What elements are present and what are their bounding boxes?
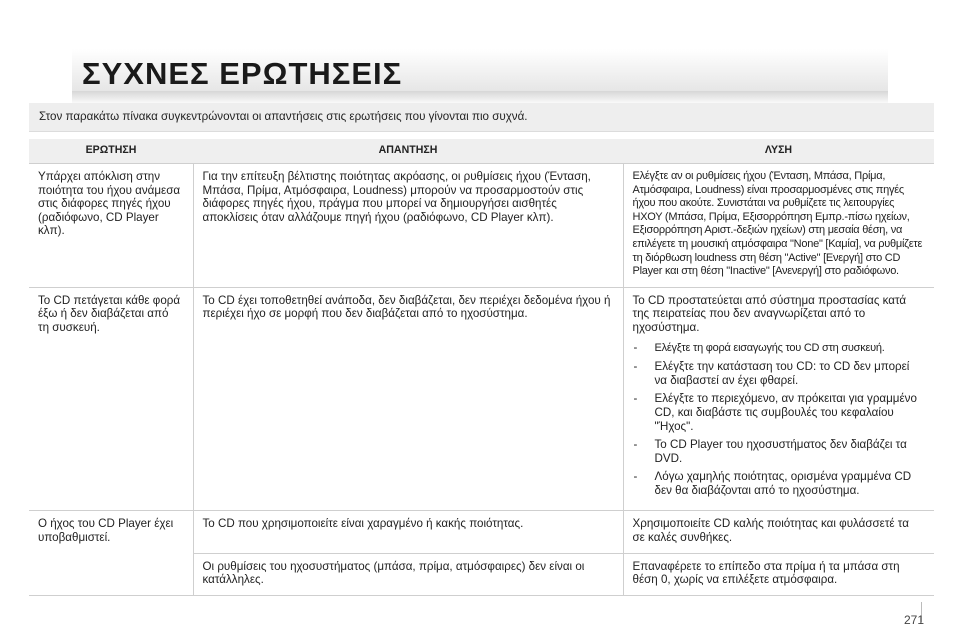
table-row bbox=[29, 164, 934, 288]
bullet-dash: - bbox=[633, 392, 638, 406]
answer-cell: Το CD έχει τοποθετηθεί ανάποδα, δεν διαβάζεται, δεν περιέχει δεδομένα ήχου ή περιέχει ήχο σε μορφή που δεν διαβάζεται από το ηχοσύστημα. bbox=[193, 287, 623, 511]
list-item bbox=[633, 470, 925, 497]
table-row bbox=[29, 287, 934, 511]
list-item bbox=[633, 360, 925, 387]
list-item-text: Ελέγξτε το περιεχόμενο, αν πρόκειται για γραμμένο CD, και διαβάστε τις συμβουλές του κεφαλαίου "Ήχος". bbox=[654, 392, 917, 433]
header-solution: ΛΥΣΗ bbox=[623, 139, 934, 164]
page-title: ΣΥΧΝΕΣ ΕΡΩΤΗΣΕΙΣ bbox=[82, 56, 403, 91]
intro-box bbox=[29, 103, 934, 132]
answer-cell: Το CD που χρησιμοποιείτε είναι χαραγμένο ή κακής ποιότητας. bbox=[193, 511, 623, 553]
list-item bbox=[633, 341, 925, 356]
solution-cell: Επαναφέρετε το επίπεδο στα πρίμα ή τα μπάσα στη θέση 0, χωρίς να επιλέξετε ατμόσφαιρα. bbox=[623, 553, 934, 595]
solution-cell: Χρησιμοποιείτε CD καλής ποιότητας και φυλάσσετέ τα σε καλές συνθήκες. bbox=[623, 511, 934, 553]
solution-cell bbox=[623, 287, 934, 511]
faq-table bbox=[29, 139, 934, 596]
header-answer: ΑΠΑΝΤΗΣΗ bbox=[193, 139, 623, 164]
bullet-dash: - bbox=[633, 340, 638, 354]
list-item bbox=[633, 392, 925, 433]
answer-cell: Για την επίτευξη βέλτιστης ποιότητας ακρόασης, οι ρυθμίσεις ήχου (Ένταση, Μπάσα, Πρίμα, Ατμόσφαιρα, Loudness) μπορούν να προσαρμοστούν στις διάφορες πηγές ήχου, πράγμα που μπορεί να δημιουργήσει αισθητές αποκλίσεις όταν αλλάζουμε πηγή ήχου (ραδιόφωνο, CD Player κλπ). bbox=[193, 164, 623, 288]
list-item-text: Λόγω χαμηλής ποιότητας, ορισμένα γραμμένα CD δεν θα διαβάζονται από το ηχοσύστημα. bbox=[654, 470, 912, 497]
bullet-dash: - bbox=[633, 470, 638, 484]
list-item-text: Το CD Player του ηχοσυστήματος δεν διαβάζει τα DVD. bbox=[654, 438, 907, 465]
title-bar bbox=[72, 49, 888, 105]
question-cell: Το CD πετάγεται κάθε φορά έξω ή δεν διαβάζεται από τη συσκευή. bbox=[29, 287, 193, 511]
question-cell: Ο ήχος του CD Player έχει υποβαθμιστεί. bbox=[29, 511, 193, 595]
list-item-text: Ελέγξτε την κατάσταση του CD: το CD δεν μπορεί να διαβαστεί αν έχει φθαρεί. bbox=[654, 360, 910, 387]
intro-text: Στον παρακάτω πίνακα συγκεντρώνονται οι απαντήσεις στις ερωτήσεις που γίνονται πιο συχνά. bbox=[39, 110, 528, 123]
answer-cell: Οι ρυθμίσεις του ηχοσυστήματος (μπάσα, πρίμα, ατμόσφαιρες) δεν είναι οι κατάλληλες. bbox=[193, 553, 623, 595]
page-number: 271 bbox=[904, 613, 925, 627]
bullet-dash: - bbox=[633, 438, 638, 452]
table-row bbox=[29, 511, 934, 553]
header-question: ΕΡΩΤΗΣΗ bbox=[29, 139, 193, 164]
solution-cell: Ελέγξτε αν οι ρυθμίσεις ήχου (Ένταση, Μπάσα, Πρίμα, Ατμόσφαιρα, Loudness) είναι προσαρμοσμένες στις πηγές ήχου που ακούτε. Συνιστάται να ρυθμίζετε τις λειτουργίες ΗΧΟΥ (Μπάσα, Πρίμα, Εξισορρόπηση Εμπρ.-πίσω ηχείων, Εξισορρόπηση Αριστ.-δεξιών ηχείων) στη μεσαία θέση, να επιλέγετε τη μουσική ατμόσφαιρα "None" [Καμία], να ρυθμίζετε τη διόρθωση loudness στη θέση "Active" [Ενεργή] στο CD Player και στη θέση "Inactive" [Ανενεργή] στο ραδιόφωνο. bbox=[623, 164, 934, 288]
question-cell: Υπάρχει απόκλιση στην ποιότητα του ήχου ανάμεσα στις διάφορες πηγές ήχου (ραδιόφωνο, CD Player κλπ). bbox=[29, 164, 193, 288]
solution-intro: Το CD προστατεύεται από σύστημα προστασίας κατά της πειρατείας που δεν αναγνωρίζεται από το ηχοσύστημα. bbox=[632, 293, 907, 334]
list-item-text: Ελέγξτε τη φορά εισαγωγής του CD στη συσκευή. bbox=[654, 341, 885, 354]
solution-list bbox=[633, 341, 925, 498]
list-item bbox=[633, 438, 925, 465]
bullet-dash: - bbox=[633, 360, 638, 374]
table-header-row bbox=[29, 139, 934, 164]
